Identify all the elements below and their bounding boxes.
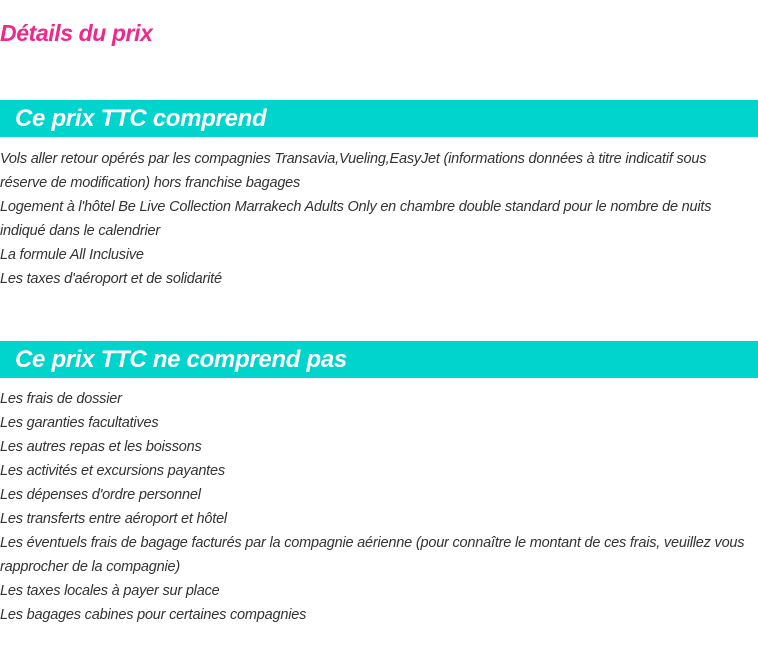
excluded-items-list bbox=[0, 387, 758, 627]
excluded-item: Les garanties facultatives bbox=[0, 415, 159, 431]
included-item: Vols aller retour opérés par les compagnies Transavia,Vueling,EasyJet (informations données à titre indicatif sous réserve de modification) hors franchise bagages bbox=[0, 151, 707, 191]
included-item: Logement à l'hôtel Be Live Collection Marrakech Adults Only en chambre double standard pour le nombre de nuits indiqué dans le calendrier bbox=[0, 199, 712, 239]
excluded-item: Les éventuels frais de bagage facturés par la compagnie aérienne (pour connaître le montant de ces frais, veuillez vous rapprocher de la compagnie) bbox=[0, 535, 745, 575]
excluded-item: Les frais de dossier bbox=[0, 391, 122, 407]
included-section-heading: Ce prix TTC comprend bbox=[0, 100, 758, 137]
excluded-item: Les activités et excursions payantes bbox=[0, 463, 225, 479]
included-item: Les taxes d'aéroport et de solidarité bbox=[0, 271, 222, 287]
excluded-item: Les transferts entre aéroport et hôtel bbox=[0, 511, 227, 527]
included-items-list bbox=[0, 147, 758, 291]
excluded-item: Les autres repas et les boissons bbox=[0, 439, 202, 455]
page-title: Détails du prix bbox=[0, 20, 153, 46]
excluded-item: Les bagages cabines pour certaines compagnies bbox=[0, 607, 307, 623]
included-item: La formule All Inclusive bbox=[0, 247, 144, 263]
excluded-item: Les dépenses d'ordre personnel bbox=[0, 487, 201, 503]
excluded-item: Les taxes locales à payer sur place bbox=[0, 583, 220, 599]
excluded-section-heading: Ce prix TTC ne comprend pas bbox=[0, 341, 758, 378]
